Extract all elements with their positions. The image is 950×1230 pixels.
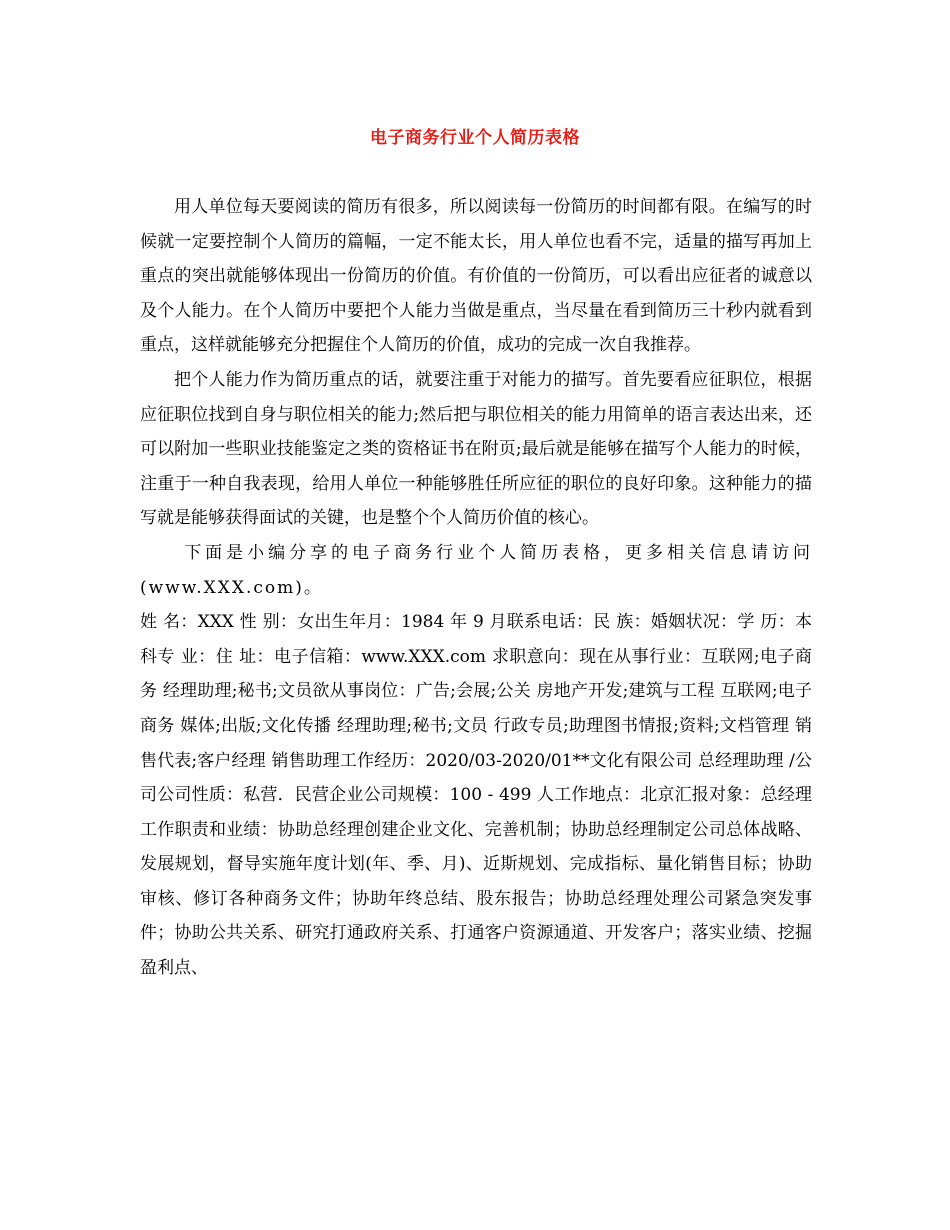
- paragraph-ability: 把个人能力作为简历重点的话，就要注重于对能力的描写。首先要看应征职位，根据应征职位找到自身与职位相关的能力;然后把与职位相关的能力用简单的语言表达出来，还可以附加一些职业技能鉴定之类的资格证书在附页;最后就是能够在描写个人能力的时候，注重于一种自我表现，给用人单位一种能够胜任所应征的职位的良好印象。这种能力的描写就是能够获得面试的关键，也是整个个人简历价值的核心。: [140, 369, 812, 529]
- paragraph-resume-details: 姓 名：XXX 性 别：女出生年月：1984 年 9 月联系电话：民 族：婚姻状况：学 历：本科专 业：住 址：电子信箱：www.XXX.com 求职意向：现在从事行业：互联网;电子商务 经理助理;秘书;文员欲从事岗位：广告;会展;公关 房地产开发;建筑与工程 互联网;电子商务 媒体;出版;文化传播 经理助理;秘书;文员 行政专员;助理图书情报;资料;文档管理 销售代表;客户经理 销售助理工作经历：2020/03-2020/01**文化有限公司 总经理助理 /公司公司性质：私营．民营企业公司规模：100 - 499 人工作地点：北京汇报对象：总经理工作职责和业绩：协助总经理创建企业文化、完善机制；协助总经理制定公司总体战略、发展规划，督导实施年度计划(年、季、月)、近斯规划、完成指标、量化销售目标；协助审核、修订各种商务文件；协助年终总结、股东报告；协助总经理处理公司紧急突发事件；协助公共关系、研究打通政府关系、打通客户资源通道、开发客户；落实业绩、挖掘盈利点、: [140, 612, 812, 979]
- paragraph-intro: 用人单位每天要阅读的简历有很多，所以阅读每一份简历的时间都有限。在编写的时候就一定要控制个人简历的篇幅，一定不能太长，用人单位也看不完，适量的描写再加上重点的突出就能够体现出一份简历的价值。有价值的一份简历，可以看出应征者的诚意以及个人能力。在个人简历中要把个人能力当做是重点，当尽量在看到简历三十秒内就看到重点，这样就能够充分把握住个人简历的价值，成功的完成一次自我推荐。: [140, 197, 812, 356]
- document-body: [140, 190, 812, 986]
- document-title: 电子商务行业个人简历表格: [370, 128, 580, 148]
- paragraph-link-notice: 下面是小编分享的电子商务行业个人简历表格，更多相关信息请访问(www.XXX.com)。: [140, 542, 812, 598]
